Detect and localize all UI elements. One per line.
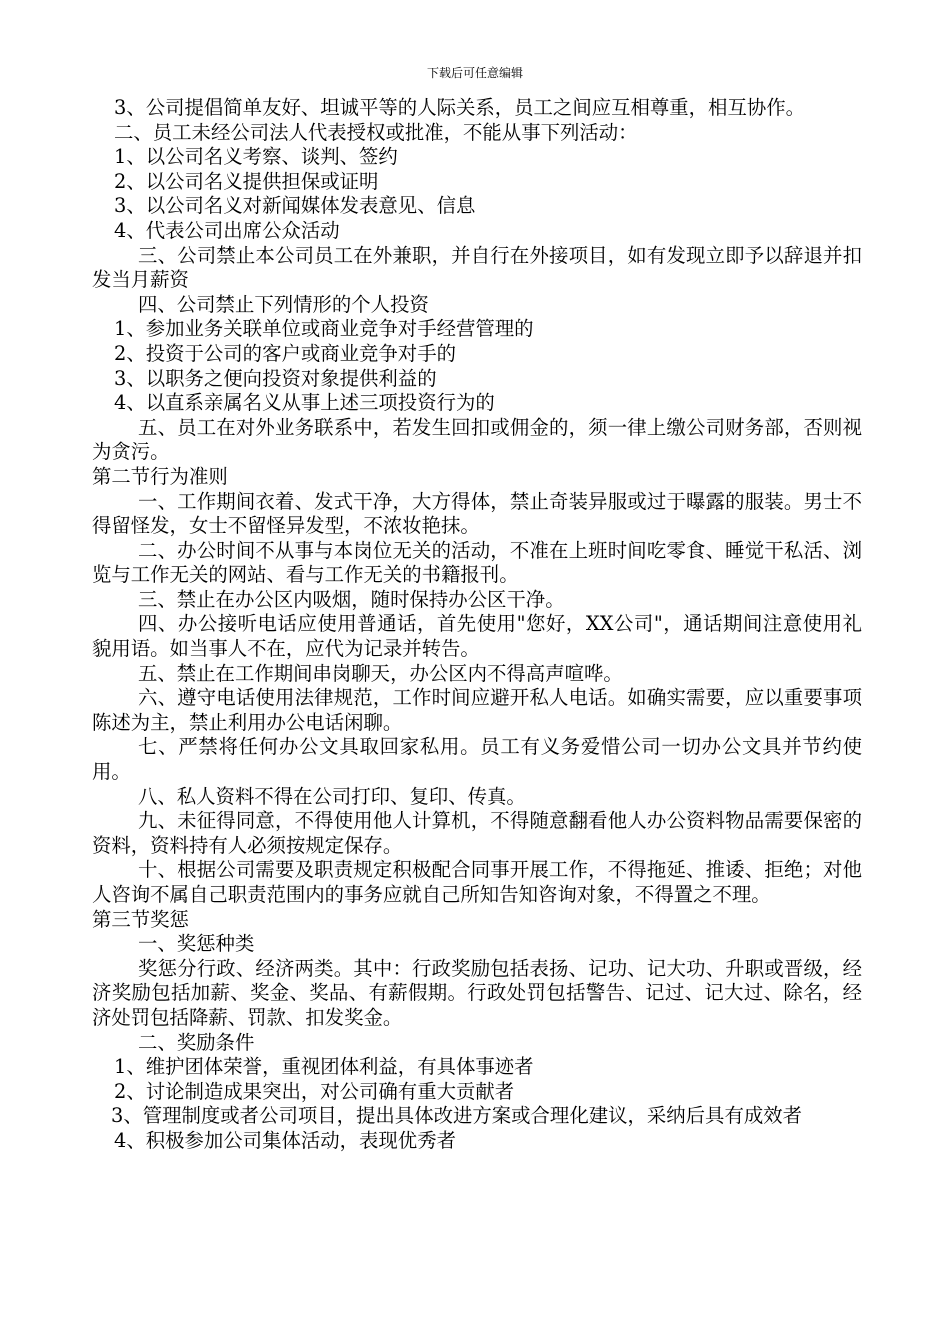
section-heading: 第三节奖惩 <box>92 907 189 931</box>
list-item: 4、以直系亲属名义从事上述三项投资行为的 <box>114 391 495 415</box>
paragraph: 九、未征得同意，不得使用他人计算机，不得随意翻看他人办公资料物品需要保密的资料，资料持有人必须按规定保存。 <box>92 809 862 857</box>
list-item: 3、以公司名义对新闻媒体发表意见、信息 <box>114 194 476 218</box>
list-item: 1、参加业务关联单位或商业竞争对手经营管理的 <box>114 317 534 341</box>
paragraph: 二、员工未经公司法人代表授权或批准，不能从事下列活动： <box>114 120 638 144</box>
paragraph: 一、工作期间衣着、发式干净，大方得体，禁止奇装异服或过于曝露的服装。男士不得留怪发，女士不留怪异发型，不浓妆艳抹。 <box>92 489 862 538</box>
paragraph: 四、办公接听电话应使用普通话，首先使用"您好，XX公司"，通话期间注意使用礼貌用语。如当事人不在，应代为记录并转告。 <box>92 612 862 661</box>
paragraph: 六、遵守电话使用法律规范，工作时间应避开私人电话。如确实需要，应以重要事项陈述为主，禁止利用办公电话闲聊。 <box>92 686 862 734</box>
list-item: 2、讨论制造成果突出，对公司确有重大贡献者 <box>114 1079 515 1103</box>
paragraph: 三、公司禁止本公司员工在外兼职，并自行在外接项目，如有发现立即予以辞退并扣发当月薪资 <box>92 243 862 292</box>
paragraph: 二、奖励条件 <box>138 1030 255 1054</box>
list-item: 3、管理制度或者公司项目，提出具体改进方案或合理化建议，采纳后具有成效者 <box>111 1104 803 1128</box>
paragraph: 八、私人资料不得在公司打印、复印、传真。 <box>138 784 526 808</box>
list-item: 4、积极参加公司集体活动，表现优秀者 <box>114 1128 456 1152</box>
paragraph: 七、严禁将任何办公文具取回家私用。员工有义务爱惜公司一切办公文具并节约使用。 <box>92 735 862 784</box>
document-body <box>92 96 862 1154</box>
section-heading: 第二节行为准则 <box>92 464 228 488</box>
list-item: 1、以公司名义考察、谈判、签约 <box>114 145 398 169</box>
paragraph: 三、禁止在办公区内吸烟，随时保持办公区干净。 <box>138 587 565 611</box>
paragraph: 十、根据公司需要及职责规定积极配合同事开展工作，不得拖延、推诿、拒绝；对他人咨询不属自己职责范围内的事务应就自己所知告知咨询对象，不得置之不理。 <box>92 858 862 906</box>
paragraph: 奖惩分行政、经济两类。其中：行政奖励包括表扬、记功、记大功、升职或晋级，经济奖励包括加薪、奖金、奖品、有薪假期。行政处罚包括警告、记过、记大过、除名，经济处罚包括降薪、罚款、扣发奖金。 <box>92 956 862 1029</box>
list-item: 2、以公司名义提供担保或证明 <box>114 169 379 193</box>
list-item: 1、维护团体荣誉，重视团体利益，有具体事迹者 <box>114 1055 534 1079</box>
paragraph: 五、禁止在工作期间串岗聊天，办公区内不得高声喧哗。 <box>138 661 623 685</box>
paragraph: 五、员工在对外业务联系中，若发生回扣或佣金的，须一律上缴公司财务部，否则视为贪污。 <box>92 415 862 464</box>
list-item: 4、代表公司出席公众活动 <box>114 218 340 242</box>
paragraph: 四、公司禁止下列情形的个人投资 <box>138 292 429 316</box>
page-header: 下载后可任意编辑 <box>426 66 523 80</box>
paragraph: 二、办公时间不从事与本岗位无关的活动，不准在上班时间吃零食、睡觉干私活、浏览与工作无关的网站、看与工作无关的书籍报刊。 <box>92 538 862 587</box>
paragraph: 3、公司提倡简单友好、坦诚平等的人际关系，员工之间应互相尊重，相互协作。 <box>114 96 806 119</box>
list-item: 2、投资于公司的客户或商业竞争对手的 <box>114 341 456 365</box>
list-item: 3、以职务之便向投资对象提供利益的 <box>114 366 437 390</box>
paragraph: 一、奖惩种类 <box>138 932 255 956</box>
